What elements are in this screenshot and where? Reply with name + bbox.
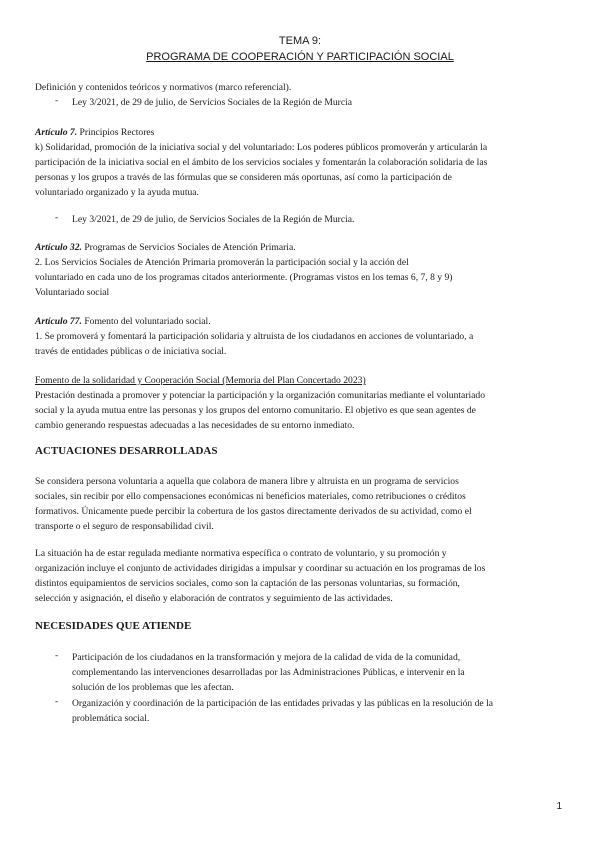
page-subtitle: PROGRAMA DE COOPERACIÓN Y PARTICIPACIÓN SOCIAL (146, 51, 454, 63)
page-number: 1 (556, 801, 562, 812)
bullet-dash: - (55, 696, 59, 707)
article-77-text: 1. Se promoverá y fomentará la participación solidaria y altruista de los ciudadanos en acciones de voluntariado, a través de entidades públicas o de iniciativa social. (35, 331, 474, 357)
bullet-dash: - (55, 650, 59, 661)
need-item-1: Participación de los ciudadanos en la transformación y mejora de la calidad de vida de la comunidad, complementando las intervenciones desarrolladas por las Administraciones Públicas, e intervenir en la solución de los problemas que les afectan. (72, 652, 465, 693)
bullet-dash: - (55, 212, 59, 223)
need-item-2: Organización y coordinación de la participación de las entidades privadas y las públicas en la resolución de la problemática social. (72, 698, 493, 724)
section-actuaciones-paragraph-2: La situación ha de estar regulada mediante normativa específica o contrato de voluntario, y su promoción y organización incluye el conjunto de actividades dirigidas a impulsar y coordinar su actuación en los programas de los distintos equipamientos de servicios sociales, como son la captación de las personas voluntarias, su formación, selección y asignación, el diseño y elaboración de contratos y seguimiento de las actividades. (35, 548, 486, 604)
fomento-heading: Fomento de la solidaridad y Cooperación Social (Memoria del Plan Concertado 2023) (35, 375, 366, 386)
fomento-text: Prestación destinada a promover y potenciar la participación y la organización comunitarias mediante el voluntariado social y la ayuda mutua entre las personas y los grupos del entorno comunitario. El objetivo es que sean agentes de cambio generando respuestas adecuadas a las necesidades de su entorno inmediato. (35, 390, 486, 431)
law-reference-1: Ley 3/2021, de 29 de julio, de Servicios Sociales de la Región de Murcia (72, 97, 353, 108)
section-necesidades-title: NECESIDADES QUE ATIENDE (35, 620, 192, 632)
bullet-dash: - (55, 95, 59, 106)
section-actuaciones-paragraph-1: Se considera persona voluntaria a aquella que colabora de manera libre y altruista en un programa de servicios sociales, sin recibir por ello compensaciones económicas ni beneficios materiales, como retribuciones o créditos formativos. Únicamente puede percibir la cobertura de los gastos directamente derivados de su actividad, como el transporte o el seguro de responsabilidad civil. (35, 476, 472, 532)
article-77-heading: Artículo 77. Fomento del voluntariado social. (35, 316, 211, 327)
article-32-heading: Artículo 32. Programas de Servicios Sociales de Atención Primaria. (35, 242, 296, 253)
intro-line: Definición y contenidos teóricos y normativos (marco referencial). (35, 82, 292, 93)
law-reference-2: Ley 3/2021, de 29 de julio, de Servicios Sociales de la Región de Murcia. (72, 214, 355, 225)
article-7-heading: Artículo 7. Principios Rectores (35, 127, 155, 138)
article-32-text: 2. Los Servicios Sociales de Atención Primaria promoverán la participación social y la acción del voluntariado en cada uno de los programas citados anteriormente. (Programas vistos en los temas 6, 7, 8 y 9) Voluntariado social (35, 257, 453, 298)
section-actuaciones-title: ACTUACIONES DESARROLLADAS (35, 445, 218, 457)
article-7-text: k) Solidaridad, promoción de la iniciativa social y del voluntariado: Los poderes públicos promoverán y articularán la participación de la iniciativa social en el ámbito de los servicios sociales y fomentarán la colaboración solidaria de las personas y los grupos a través de las fórmulas que se consideren más oportunas, así como la participación de voluntariado organizado y la ayuda mutua. (35, 142, 488, 198)
page-title: TEMA 9: (278, 35, 322, 47)
